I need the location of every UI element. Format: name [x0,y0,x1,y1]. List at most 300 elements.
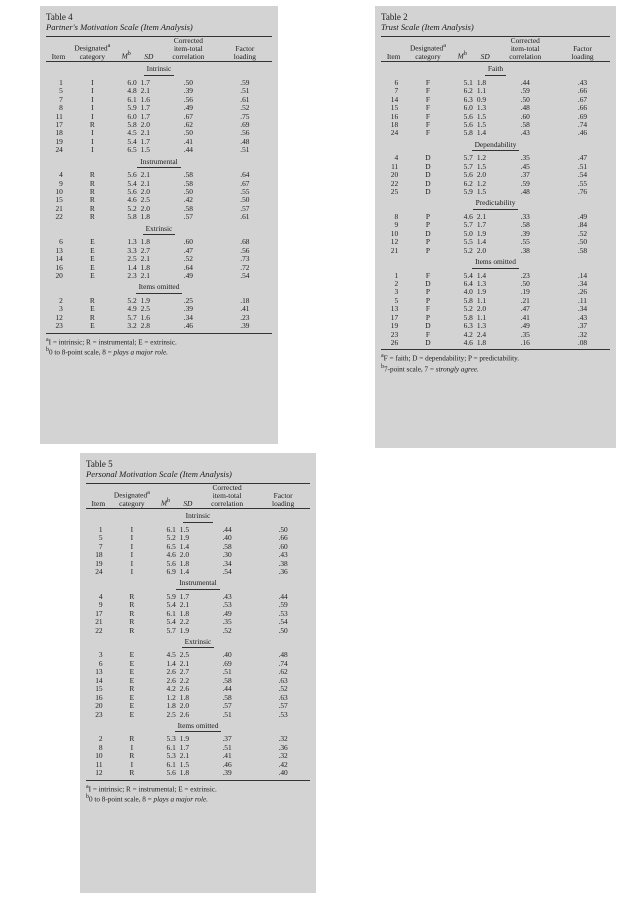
mean-value: 4.6 [463,211,473,221]
header-factor-loading-line: loading [233,51,256,61]
section-title: Faith [485,65,506,75]
table-row [46,79,272,87]
factor-loading: .69 [240,119,250,129]
mean-value: 5.4 [166,600,176,610]
mean-value: 5.4 [166,617,176,627]
mean-value: 5.1 [463,77,473,87]
item-number: 11 [391,161,399,171]
table-row [46,255,272,263]
header-correlation [198,484,256,509]
factor-loading: .50 [240,195,250,205]
header-correlation-line: item-total [510,43,540,53]
mean-value: 5.8 [463,295,473,305]
header-item: Item [46,37,71,62]
item-total-correlation: .67 [183,111,193,121]
sd-value: 1.8 [179,692,190,702]
section-header-row [381,138,610,154]
footnote-mark: b [463,51,467,58]
item-total-correlation: .39 [183,86,193,96]
table-row [86,744,310,752]
item-number: 17 [95,608,103,618]
mean-value: 5.6 [463,111,473,121]
item-total-correlation: .64 [183,262,193,272]
table-row [381,163,610,171]
table-row [46,272,272,280]
section-title: Intrinsic [183,512,214,522]
item-total-correlation: .58 [520,119,530,129]
item-total-correlation: .38 [520,245,530,255]
designated-category: R [89,203,95,213]
table-row [46,205,272,213]
table-row [46,238,272,246]
designated-category: D [425,161,431,171]
sd-value: 2.6 [179,709,190,719]
designated-category: P [425,295,430,305]
sd-value: 1.5 [476,119,487,129]
header-factor-loading [256,484,310,509]
sd-value: 2.0 [140,119,150,129]
item-number: 14 [95,675,103,685]
table-row [381,280,610,288]
mean-value: 5.6 [166,768,176,778]
mean-value: 5.9 [127,103,137,113]
designated-category: D [425,178,431,188]
factor-loading: .50 [577,237,588,247]
sd-value: 2.0 [140,203,150,213]
item-total-correlation: .41 [183,136,193,146]
factor-loading: .52 [577,228,588,238]
header-category-line1: Designated [74,43,108,53]
sd-value: 1.7 [140,136,150,146]
header-correlation [495,37,555,62]
factor-loading: .62 [278,667,288,677]
sd-value: 2.0 [179,701,190,711]
item-number: 21 [55,203,63,213]
designated-category: R [89,195,95,205]
sd-value: 1.4 [179,541,190,551]
factor-loading: .41 [240,304,250,314]
item-total-correlation: .50 [183,77,193,87]
designated-category: F [425,304,430,314]
factor-loading: .08 [577,338,588,348]
sd-value: 1.3 [476,321,487,331]
factor-loading: .55 [577,178,588,188]
header-correlation-line: Corrected [212,483,242,493]
sd-value: 1.1 [476,86,487,96]
factor-loading: .73 [240,254,250,264]
factor-loading: .50 [278,625,288,635]
mean-value: 5.6 [463,119,473,129]
table-row [46,314,272,322]
mean-value: 6.1 [166,742,176,752]
header-category-line1: Designated [409,43,444,53]
table-row [46,180,272,188]
mean-value: 1.2 [166,692,176,702]
header-correlation-line: correlation [509,51,542,61]
item-number: 19 [95,558,103,568]
item-total-correlation: .50 [183,187,193,197]
item-total-correlation: .52 [222,625,232,635]
item-total-correlation: .57 [183,212,193,222]
item-total-correlation: .23 [520,270,530,280]
factor-loading: .54 [577,170,588,180]
sd-value: 2.1 [140,86,150,96]
item-number: 3 [98,650,103,660]
table-row [86,526,310,534]
item-analysis-table [381,36,610,350]
sd-value: 2.7 [179,667,190,677]
item-total-correlation: .58 [222,692,232,702]
factor-loading: .47 [577,153,588,163]
factor-loading: .18 [240,295,250,305]
item-total-correlation: .49 [222,608,232,618]
mean-value: 3.2 [127,321,137,331]
item-total-correlation: .56 [183,94,193,104]
header-correlation-line: correlation [211,498,244,508]
designated-category: E [90,270,95,280]
mean-value: 5.2 [166,533,176,543]
item-total-correlation: .58 [183,203,193,213]
mean-value: 5.6 [127,187,137,197]
table-row [86,610,310,618]
item-total-correlation: .49 [520,321,530,331]
designated-category: E [129,667,135,677]
item-total-correlation: .51 [222,742,232,752]
factor-loading: .72 [240,262,250,272]
mean-value: 3.3 [127,245,137,255]
item-number: 1 [59,77,63,87]
item-total-correlation: .25 [183,295,193,305]
designated-category: R [129,608,135,618]
table-row [46,213,272,221]
table-row [86,543,310,551]
table-row [381,188,610,196]
header-category [406,37,450,62]
item-number: 23 [95,709,103,719]
table-row [46,146,272,154]
factor-loading: .59 [278,600,288,610]
header-row [46,37,272,62]
mean-value: 4.8 [127,86,137,96]
section-title: Dependability [472,141,520,151]
table-row [86,601,310,609]
mean-value: 6.5 [166,541,176,551]
table-title: Trust Scale (Item Analysis) [381,22,474,33]
sd-value: 2.1 [179,600,190,610]
mean-value: 6.3 [463,321,473,331]
note-italic-text: plays a major role. [113,348,168,357]
factor-loading: .40 [278,768,288,778]
factor-loading: .51 [577,161,588,171]
sd-value: 1.3 [476,103,487,113]
mean-value: 4.5 [127,128,137,138]
factor-loading: .51 [240,86,250,96]
designated-category: E [129,675,135,685]
sd-value: 1.9 [179,734,190,744]
item-number: 12 [390,237,399,247]
sd-value: 1.2 [476,178,487,188]
designated-category: E [90,245,95,255]
table-row [381,314,610,322]
header-correlation [159,37,218,62]
sd-value: 2.1 [476,211,487,221]
item-total-correlation: .30 [222,550,232,560]
mean-value: 5.7 [463,161,473,171]
header-row [86,484,310,509]
mean-value: 5.8 [463,312,473,322]
table-row [381,288,610,296]
table-row [46,113,272,121]
designated-category: I [91,77,94,87]
item-total-correlation: .43 [222,591,232,601]
designated-category: I [91,111,94,121]
item-total-correlation: .58 [520,220,530,230]
section-header-row [86,509,310,526]
sd-value: 1.7 [476,220,487,230]
header-category [71,37,114,62]
factor-loading: .54 [240,270,250,280]
sd-value: 1.5 [179,524,190,534]
table-row [86,668,310,676]
item-number: 16 [95,692,103,702]
designated-category: R [129,617,135,627]
header-mean [153,484,178,509]
table-row [86,593,310,601]
item-total-correlation: .44 [183,145,193,155]
item-total-correlation: .39 [183,304,193,314]
item-number: 6 [59,237,63,247]
designated-category: I [91,145,94,155]
factor-loading: .68 [240,237,250,247]
mean-value: 5.7 [463,220,473,230]
designated-category: F [425,103,430,113]
mean-value: 1.8 [166,701,176,711]
item-number: 20 [390,170,399,180]
item-number: 4 [59,170,63,180]
table-row [381,339,610,347]
sd-value: 1.5 [476,161,487,171]
factor-loading: .57 [278,701,288,711]
item-number: 10 [95,751,103,761]
note-italic-text: plays a major role. [153,795,208,804]
mean-value: 5.8 [127,212,137,222]
designated-category: F [425,86,430,96]
mean-value: 5.9 [463,187,473,197]
item-total-correlation: .39 [222,768,232,778]
mean-value: 6.0 [127,77,137,87]
table-row [381,297,610,305]
sd-value: 1.7 [179,591,190,601]
mean-value: 4.6 [463,338,473,348]
header-correlation-line: correlation [172,51,205,61]
designated-category: R [89,312,95,322]
factor-loading: .69 [577,111,588,121]
factor-loading: .67 [577,94,588,104]
factor-loading: .53 [278,709,288,719]
mean-value: 5.0 [463,228,473,238]
table-row [46,264,272,272]
item-number: 15 [95,684,103,694]
designated-category: E [129,650,135,660]
header-category-line2: category [415,51,441,61]
table-row [381,322,610,330]
designated-category: R [129,600,135,610]
mean-value: 5.7 [463,153,473,163]
designated-category: F [425,94,430,104]
sd-value: 1.9 [476,287,487,297]
factor-loading: .84 [577,220,588,230]
item-number: 7 [98,541,103,551]
note-italic-text: strongly agree. [435,364,479,373]
sd-value: 1.9 [140,295,150,305]
designated-category: R [129,751,135,761]
header-factor-loading [555,37,610,62]
mean-value: 5.8 [463,128,473,138]
table-note [46,347,272,357]
designated-category: I [91,86,94,96]
table-row [46,297,272,305]
table-row [46,171,272,179]
designated-category: E [90,262,95,272]
note-text: I = intrinsic; R = instrumental; E = extrinsic. [48,337,177,346]
table-row [381,221,610,229]
factor-loading: .23 [240,312,250,322]
item-number: 11 [55,111,63,121]
section-title: Extrinsic [143,225,176,235]
sd-value: 2.1 [179,751,190,761]
factor-loading: .53 [278,608,288,618]
header-mean-label: M [457,51,464,61]
sd-value: 2.7 [140,245,150,255]
designated-category: I [130,524,134,534]
table-row [381,230,610,238]
item-number: 16 [55,262,63,272]
factor-loading: .56 [240,245,250,255]
item-number: 5 [394,295,399,305]
item-total-correlation: .50 [520,94,530,104]
table-row [46,305,272,313]
table-notes [46,337,272,357]
mean-value: 6.5 [127,145,137,155]
designated-category: E [129,692,135,702]
sd-value: 1.5 [476,187,487,197]
item-number: 3 [59,304,63,314]
designated-category: I [91,136,94,146]
item-total-correlation: .62 [183,119,193,129]
table-note [86,794,310,804]
item-number: 6 [394,77,399,87]
footnote-mark: a [381,353,384,360]
designated-category: P [425,245,430,255]
section-title: Instrumental [176,579,219,589]
section-header-row [86,719,310,735]
designated-category: R [89,187,95,197]
item-total-correlation: .48 [520,103,530,113]
item-total-correlation: .52 [183,254,193,264]
sd-value: 2.6 [179,684,190,694]
item-total-correlation: .34 [183,312,193,322]
item-number: 13 [95,667,103,677]
factor-loading: .66 [577,86,588,96]
mean-value: 2.5 [127,254,137,264]
item-number: 15 [390,103,399,113]
item-number: 16 [390,111,399,121]
sd-value: 1.9 [476,228,487,238]
designated-category: E [129,709,135,719]
sd-value: 2.1 [140,178,150,188]
sd-value: 0.9 [476,94,487,104]
sd-value: 1.4 [476,128,487,138]
designated-category: F [425,128,430,138]
factor-loading: .49 [577,211,588,221]
item-number: 25 [390,187,399,197]
factor-loading: .11 [578,295,587,305]
sd-value: 1.8 [140,262,150,272]
mean-value: 2.3 [127,270,137,280]
factor-loading: .63 [278,675,288,685]
item-total-correlation: .40 [222,650,232,660]
item-total-correlation: .41 [520,312,530,322]
item-number: 22 [390,178,399,188]
mean-value: 6.1 [127,94,137,104]
table-row [381,247,610,255]
sd-value: 1.3 [476,278,487,288]
table-note [86,784,310,794]
item-number: 1 [394,270,399,280]
mean-value: 6.9 [166,566,176,576]
factor-loading: .44 [278,591,288,601]
item-total-correlation: .16 [520,338,530,348]
sd-value: 1.8 [179,558,190,568]
item-number: 9 [59,178,63,188]
footnote-mark: a [46,336,49,343]
footnote-mark: b [127,51,131,58]
section-header-row [381,196,610,212]
table-row [381,171,610,179]
mean-value: 6.1 [166,759,176,769]
designated-category: E [90,321,95,331]
header-sd: SD [475,37,496,62]
item-number: 9 [394,220,399,230]
item-number: 12 [95,768,103,778]
item-number: 20 [55,270,63,280]
sd-value: 1.1 [476,312,487,322]
item-total-correlation: .60 [183,237,193,247]
item-total-correlation: .42 [183,195,193,205]
sd-value: 2.1 [140,270,150,280]
item-number: 17 [55,119,63,129]
item-total-correlation: .21 [520,295,530,305]
header-factor-loading [218,37,272,62]
item-number: 6 [98,658,103,668]
sd-value: 1.8 [140,237,150,247]
mean-value: 6.2 [463,86,473,96]
designated-category: E [90,304,95,314]
mean-value: 5.4 [463,270,473,280]
table-row [381,79,610,87]
footnote-mark: b [46,346,49,353]
item-total-correlation: .59 [520,86,530,96]
item-total-correlation: .48 [520,187,530,197]
designated-category: P [425,220,430,230]
item-total-correlation: .35 [520,329,530,339]
table-row [86,694,310,702]
item-number: 20 [95,701,103,711]
item-total-correlation: .44 [222,684,232,694]
table-row [46,322,272,330]
header-factor-loading-line: Factor [573,43,592,53]
item-number: 21 [95,617,103,627]
